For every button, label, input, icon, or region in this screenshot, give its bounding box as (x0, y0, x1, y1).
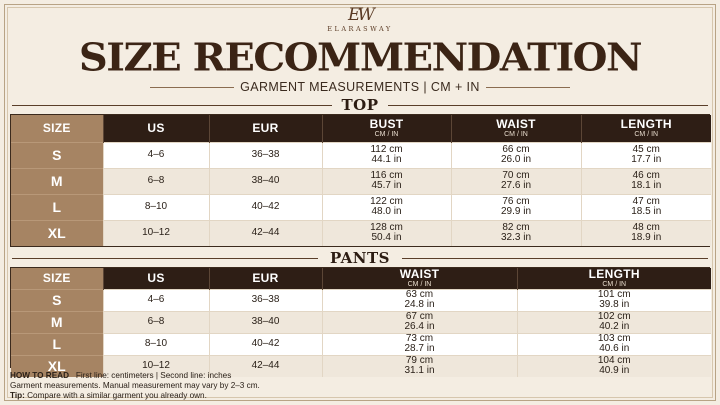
tip-text: Compare with a similar garment you already own. (27, 391, 207, 400)
subtitle-row (0, 79, 720, 95)
bust-cell: 116 cm 45.7 in (322, 168, 451, 194)
us-cell: 10–12 (103, 220, 209, 246)
top-rule-right (388, 105, 708, 106)
length-cell: 48 cm 18.9 in (581, 220, 711, 246)
brand-logo (0, 6, 720, 33)
table-row (11, 168, 711, 194)
waist-cell: 63 cm 24.8 in (322, 289, 517, 311)
length-cell: 102 cm 40.2 in (517, 311, 711, 333)
top-section-heading (0, 97, 720, 113)
eur-cell: 42–44 (209, 220, 322, 246)
table-row (11, 194, 711, 220)
length-cell: 46 cm 18.1 in (581, 168, 711, 194)
eur-cell: 42–44 (209, 355, 322, 377)
pants-header-waist: WAIST CM / IN (322, 268, 517, 289)
us-cell: 6–8 (103, 311, 209, 333)
brand-monogram: EW (348, 5, 372, 25)
us-cell: 4–6 (103, 142, 209, 168)
us-cell: 8–10 (103, 194, 209, 220)
how-to-read-line (10, 371, 710, 381)
eur-cell: 38–40 (209, 168, 322, 194)
bust-cell: 112 cm 44.1 in (322, 142, 451, 168)
pants-section-title: PANTS (329, 249, 391, 267)
table-row (11, 333, 711, 355)
pants-header-us: US (103, 268, 209, 289)
top-header-eur: EUR (209, 115, 322, 142)
top-header-size: SIZE (11, 115, 103, 142)
size-cell: M (11, 168, 103, 194)
eur-cell: 40–42 (209, 194, 322, 220)
eur-cell: 38–40 (209, 311, 322, 333)
waist-cell: 82 cm 32.3 in (451, 220, 581, 246)
size-cell: L (11, 333, 103, 355)
pants-header-length: LENGTH CM / IN (517, 268, 711, 289)
pants-header-row (11, 268, 711, 289)
brand-name: ELARASWAY (327, 25, 393, 33)
size-cell: XL (11, 355, 103, 377)
page-title: SIZE RECOMMENDATION (78, 35, 642, 80)
table-row (11, 142, 711, 168)
tip-label: Tip: (10, 391, 25, 400)
eur-cell: 40–42 (209, 333, 322, 355)
length-cell: 45 cm 17.7 in (581, 142, 711, 168)
us-cell: 10–12 (103, 355, 209, 377)
tip-line (10, 391, 710, 401)
table-row (11, 289, 711, 311)
pants-header-eur: EUR (209, 268, 322, 289)
bust-cell: 128 cm 50.4 in (322, 220, 451, 246)
waist-cell: 66 cm 26.0 in (451, 142, 581, 168)
size-cell: S (11, 142, 103, 168)
size-cell: S (11, 289, 103, 311)
us-cell: 6–8 (103, 168, 209, 194)
top-header-length: LENGTH CM / IN (581, 115, 711, 142)
us-cell: 4–6 (103, 289, 209, 311)
waist-cell: 76 cm 29.9 in (451, 194, 581, 220)
measurement-note: Garment measurements. Manual measurement may vary by 2–3 cm. (10, 381, 260, 390)
top-header-waist: WAIST CM / IN (451, 115, 581, 142)
waist-cell: 67 cm 26.4 in (322, 311, 517, 333)
top-header-bust: BUST CM / IN (322, 115, 451, 142)
top-size-table (10, 114, 710, 247)
waist-cell: 73 cm 28.7 in (322, 333, 517, 355)
table-row (11, 220, 711, 246)
bust-cell: 122 cm 48.0 in (322, 194, 451, 220)
eur-cell: 36–38 (209, 289, 322, 311)
waist-cell: 70 cm 27.6 in (451, 168, 581, 194)
subtitle-rule-right (486, 87, 570, 88)
length-cell: 103 cm 40.6 in (517, 333, 711, 355)
how-to-read-text: First line: centimeters | Second line: inches (75, 371, 232, 380)
pants-rule-right (402, 258, 708, 259)
pants-section-heading (0, 250, 720, 266)
size-cell: XL (11, 220, 103, 246)
footer-notes (10, 371, 710, 401)
subtitle: GARMENT MEASUREMENTS | CM + IN (240, 80, 480, 94)
length-cell: 47 cm 18.5 in (581, 194, 711, 220)
waist-cell: 79 cm 31.1 in (322, 355, 517, 377)
pants-header-size: SIZE (11, 268, 103, 289)
length-cell: 104 cm 40.9 in (517, 355, 711, 377)
top-header-us: US (103, 115, 209, 142)
top-section-title: TOP (341, 96, 379, 114)
us-cell: 8–10 (103, 333, 209, 355)
length-cell: 101 cm 39.8 in (517, 289, 711, 311)
eur-cell: 36–38 (209, 142, 322, 168)
how-to-read-label: HOW TO READ (10, 371, 69, 380)
top-header-row (11, 115, 711, 142)
size-cell: L (11, 194, 103, 220)
size-cell: M (11, 311, 103, 333)
table-row (11, 311, 711, 333)
